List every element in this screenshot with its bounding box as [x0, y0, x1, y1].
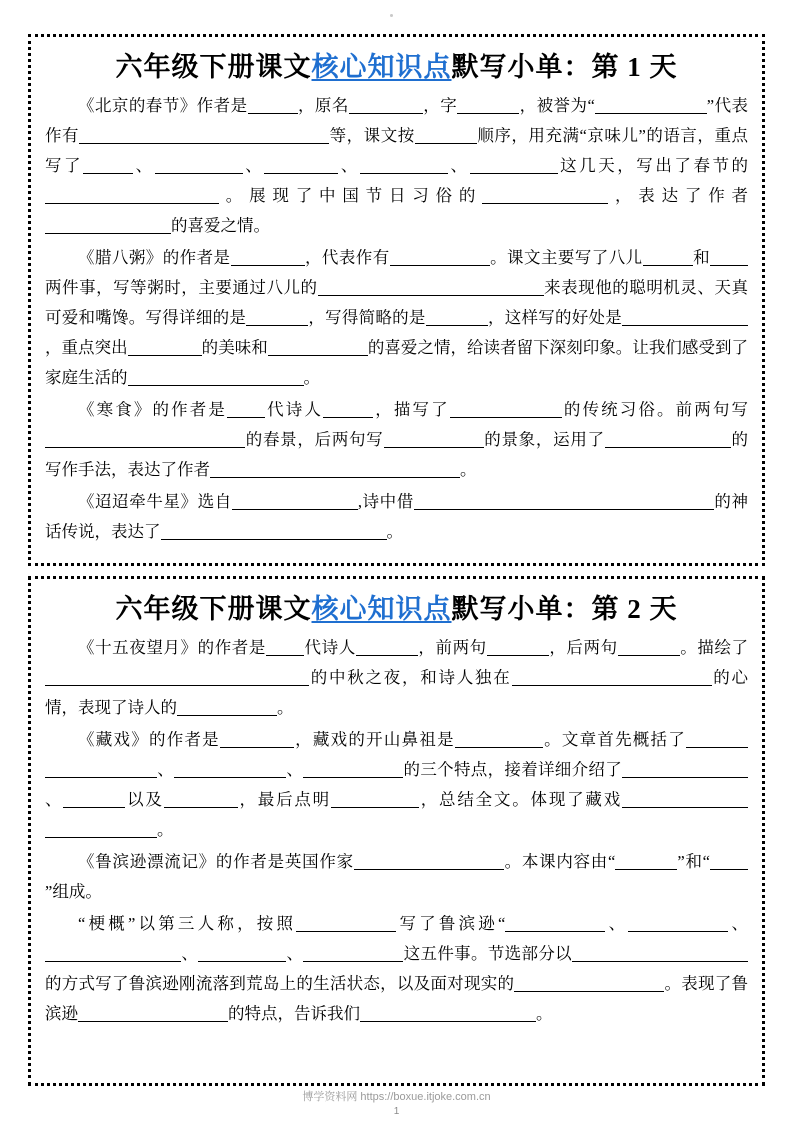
blank[interactable] [360, 1003, 536, 1022]
blank[interactable] [45, 759, 157, 778]
blank[interactable] [231, 247, 305, 266]
blank[interactable] [710, 851, 748, 870]
blank[interactable] [331, 789, 419, 808]
blank[interactable] [660, 307, 748, 326]
title-prefix: 六年级下册课文 [115, 594, 312, 624]
blank[interactable] [268, 337, 368, 356]
blank[interactable] [354, 851, 504, 870]
blank[interactable] [45, 215, 171, 234]
blank[interactable] [349, 95, 423, 114]
blank[interactable] [318, 277, 544, 296]
blank[interactable] [384, 429, 484, 448]
blank[interactable] [505, 913, 605, 932]
blank[interactable] [227, 399, 265, 418]
title-suffix: 默写小单：第 2 天 [451, 594, 678, 624]
blank[interactable] [83, 155, 133, 174]
card-title-day2 [45, 593, 748, 627]
blank[interactable] [622, 759, 710, 778]
paragraph-tiaotiao: 《迢迢牵牛星》选自 ,诗中借 的神话传说，表达了 。 [45, 491, 749, 541]
blank[interactable] [128, 337, 202, 356]
blank[interactable] [615, 851, 677, 870]
blank[interactable] [128, 367, 304, 386]
blank[interactable] [360, 155, 448, 174]
blank[interactable] [415, 125, 477, 144]
blank[interactable] [643, 247, 693, 266]
watermark: 博学资料网 https://boxue.itjoke.com.cn [302, 1091, 491, 1103]
title-highlight: 核心知识点 [311, 594, 452, 624]
blank[interactable] [83, 667, 309, 686]
blank[interactable] [512, 667, 712, 686]
blank[interactable] [356, 637, 418, 656]
blank[interactable] [45, 819, 157, 838]
blank[interactable] [161, 521, 387, 540]
blank[interactable] [296, 913, 396, 932]
decorative-dot [390, 14, 393, 17]
blank[interactable] [487, 637, 549, 656]
blank[interactable] [450, 399, 562, 418]
paragraph-robinson-crusoe: 《鲁滨逊漂流记》的作者是英国作家 。本课内容由“ ”和“”组成。 [45, 847, 748, 907]
blank[interactable] [45, 667, 83, 686]
blank[interactable] [622, 789, 748, 808]
blank[interactable] [605, 429, 731, 448]
paragraph-zangxi: 《藏戏》的作者是 ，藏戏的开山鼻祖是 。文章首先概括了、 、 的三个特点，接着详细介绍了、 以及 ，最后点明 ，总结全文。体现了藏戏。 [45, 725, 748, 845]
blank[interactable] [457, 95, 519, 114]
worksheet-card-day1 [28, 34, 765, 566]
blank[interactable] [264, 155, 338, 174]
blank[interactable] [303, 759, 403, 778]
blank[interactable] [618, 637, 680, 656]
paragraph-laba-porridge: 《腊八粥》的作者是 ，代表作有 。课文主要写了八儿 和两件事，写等粥时，主要通过八儿的 来表现他的聪明机灵、天真可爱和嘴馋。写得详细的是 ，写得简略的是 ，这样写的好处是，重点突出 的美味和 的喜爱之情，给读者留下深刻印象。让我们感受到了家庭生活的 。 [45, 247, 749, 387]
blank[interactable] [177, 697, 277, 716]
blank[interactable] [164, 789, 238, 808]
blank[interactable] [572, 943, 748, 962]
blank[interactable] [174, 759, 286, 778]
blank[interactable] [323, 399, 373, 418]
blank[interactable] [622, 307, 660, 326]
blank[interactable] [198, 943, 286, 962]
blank[interactable] [482, 185, 608, 204]
blank[interactable] [220, 729, 294, 748]
worksheet-card-day2 [28, 576, 765, 1086]
blank[interactable] [414, 491, 714, 510]
paragraph-beijing-spring-festival: 《北京的春节》作者是 ，原名 ，字 ，被誉为“ ”代表作有 等，课文按 顺序，用充满“京味儿”的语言，重点写了 、 、 、 、 这几天，写出了春节的。展现了中国节日习俗的 ，表达了作者的喜爱之情。 [45, 95, 749, 235]
blank[interactable] [63, 789, 125, 808]
blank[interactable] [210, 459, 460, 478]
blank[interactable] [119, 943, 181, 962]
paragraph-hanshi: 《寒食》的作者是 代诗人 ，描写了 的传统习俗。前两句写的春景，后两句写 的景象，运用了 的写作手法，表达了作者 。 [45, 399, 749, 479]
blank[interactable] [79, 125, 329, 144]
blank[interactable] [470, 155, 558, 174]
card-title-day1 [45, 51, 748, 85]
blank[interactable] [232, 491, 358, 510]
blank[interactable] [710, 759, 748, 778]
blank[interactable] [514, 973, 664, 992]
blank[interactable] [78, 1003, 228, 1022]
blank[interactable] [686, 729, 748, 748]
title-prefix: 六年级下册课文 [115, 52, 312, 82]
blank[interactable] [710, 247, 748, 266]
page-number: 1 [393, 1106, 400, 1117]
blank[interactable] [155, 155, 243, 174]
blank[interactable] [107, 185, 219, 204]
blank[interactable] [303, 943, 403, 962]
title-suffix: 默写小单：第 1 天 [451, 52, 678, 82]
paragraph-genggai: “梗概”以第三人称，按照 写了鲁滨逊“ 、 、、 、 这五件事。节选部分以的方式写了鲁滨逊刚流落到荒岛上的生活状态，以及面对现实的 。表现了鲁滨逊 的特点，告诉我们 。 [45, 913, 749, 1023]
paragraph-shiwuye-wangyue: 《十五夜望月》的作者是 代诗人 ，前两句 ，后两句 。描绘了的中秋之夜，和诗人独在 的心情，表现了诗人的 。 [45, 637, 749, 717]
blank[interactable] [628, 913, 728, 932]
blank[interactable] [595, 95, 707, 114]
title-highlight: 核心知识点 [311, 52, 452, 82]
blank[interactable] [45, 429, 245, 448]
blank[interactable] [246, 307, 308, 326]
blank[interactable] [248, 95, 298, 114]
blank[interactable] [266, 637, 304, 656]
blank[interactable] [426, 307, 488, 326]
blank[interactable] [45, 943, 119, 962]
blank[interactable] [455, 729, 543, 748]
blank[interactable] [45, 185, 107, 204]
blank[interactable] [390, 247, 490, 266]
